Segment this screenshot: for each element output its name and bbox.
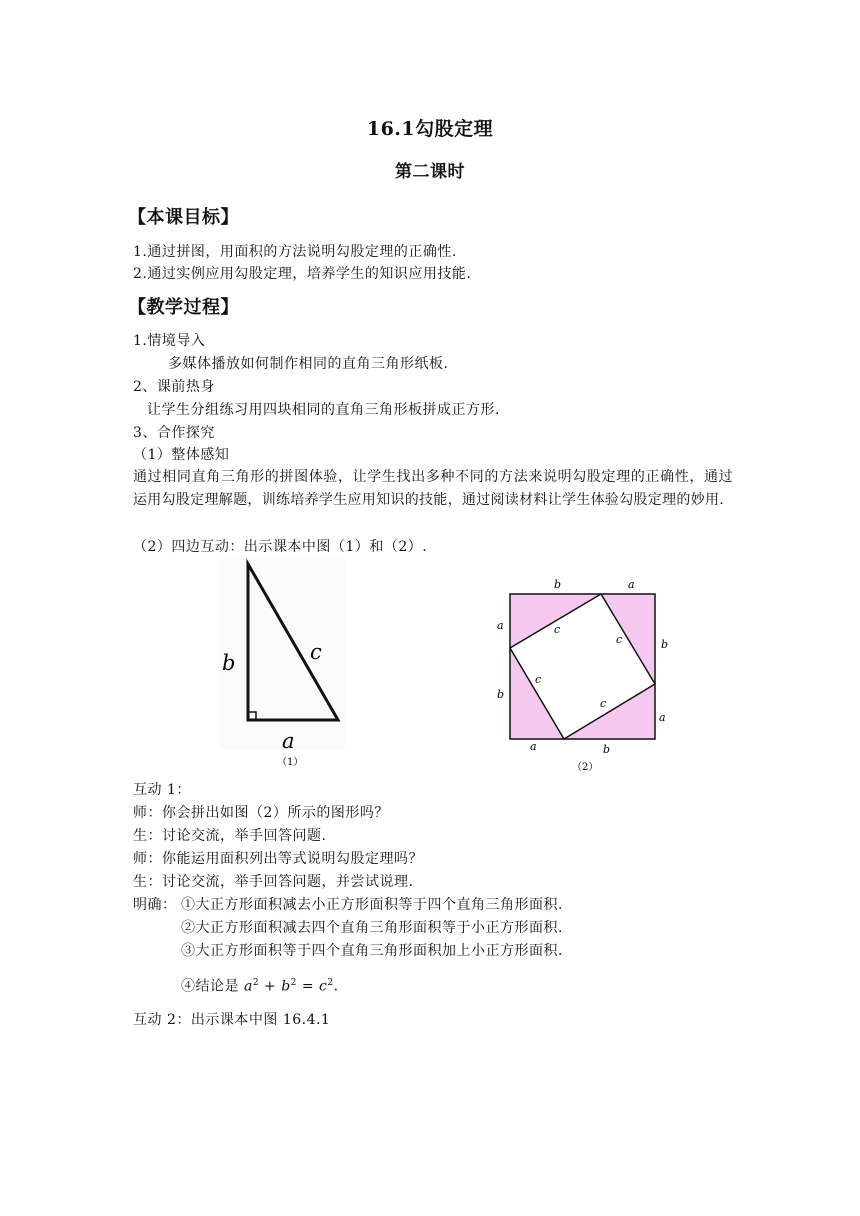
- label-a-top: a: [628, 578, 635, 591]
- section-1-title: 1.情境导入: [133, 333, 206, 349]
- objective-item: 1.通过拼图，用面积的方法说明勾股定理的正确性.: [133, 244, 457, 260]
- objective-item: 2.通过实例应用勾股定理，培养学生的知识应用技能.: [133, 266, 472, 282]
- formula-a: a: [243, 978, 253, 995]
- dialogue-line: 生：讨论交流，举手回答问题，并尝试说理.: [133, 874, 414, 890]
- dialogue-line: 生：讨论交流，举手回答问题.: [133, 828, 327, 844]
- label-a-right: a: [659, 711, 666, 724]
- page-title: 16.1勾股定理: [366, 118, 494, 140]
- formula-exponent: 2: [327, 978, 334, 988]
- label-b-right: b: [661, 638, 669, 651]
- page-subtitle: 第二课时: [395, 162, 465, 182]
- label-b-top: b: [554, 578, 562, 591]
- section-3-subtitle-2: （2）四边互动：出示课本中图（1）和（2）.: [133, 539, 428, 555]
- figure-2-caption: （2）: [572, 762, 599, 773]
- objectives-heading: 【本课目标】: [128, 207, 239, 228]
- label-b-bottom: b: [603, 743, 611, 756]
- interaction-2-text: 互动 2：出示课本中图 16.4.1: [133, 1012, 331, 1028]
- label-c-1: c: [554, 623, 561, 636]
- process-heading: 【教学过程】: [128, 297, 239, 318]
- label-a-left: a: [497, 619, 504, 632]
- conclusion-prefix: ④结论是: [181, 978, 239, 995]
- clarify-point: ②大正方形面积减去四个直角三角形面积等于小正方形面积.: [181, 920, 563, 936]
- figure-1-label-c: c: [310, 640, 322, 664]
- section-3-title: 3、合作探究: [133, 425, 215, 441]
- label-c-3: c: [535, 673, 542, 686]
- figure-1-right-triangle: [220, 558, 345, 773]
- clarify-label: 明确：: [133, 897, 177, 913]
- dialogue-line: 师：你能运用面积列出等式说明勾股定理吗？: [133, 851, 423, 867]
- label-c-2: c: [616, 633, 623, 646]
- figure-1-label-a: a: [282, 729, 295, 753]
- interaction-1-title: 互动 1：: [133, 782, 191, 798]
- figure-1-label-b: b: [222, 651, 236, 675]
- label-a-bottom: a: [530, 740, 537, 753]
- label-b-left: b: [497, 688, 505, 701]
- formula-plus: +: [264, 978, 277, 995]
- label-c-4: c: [600, 697, 607, 710]
- formula-period: .: [333, 978, 339, 995]
- section-3-paragraph: 通过相同直角三角形的拼图体验，让学生找出多种不同的方法来说明勾股定理的正确性，通过运用勾股定理解题，训练培养学生应用知识的技能，通过阅读材料让学生体验勾股定理的妙用.: [133, 469, 733, 508]
- clarify-point: ①大正方形面积减去小正方形面积等于四个直角三角形面积.: [181, 897, 563, 913]
- conclusion-line: [181, 974, 339, 996]
- dialogue-line: 师：你会拼出如图（2）所示的图形吗？: [133, 805, 389, 821]
- formula-c: c: [319, 978, 328, 995]
- formula-exponent: 2: [252, 978, 260, 988]
- formula-b: b: [281, 978, 291, 995]
- section-2-text: 让学生分组练习用四块相同的直角三角形板拼成正方形.: [147, 402, 500, 418]
- figure-2-square-diagram: [488, 572, 678, 778]
- formula-equals: =: [301, 978, 315, 995]
- section-3-subtitle-1: （1）整体感知: [133, 447, 230, 463]
- section-1-text: 多媒体播放如何制作相同的直角三角形纸板.: [168, 356, 449, 372]
- clarify-point: ③大正方形面积等于四个直角三角形面积加上小正方形面积.: [181, 943, 563, 959]
- figure-1-caption: （1）: [277, 757, 304, 768]
- section-2-title: 2、课前热身: [133, 379, 215, 395]
- formula-exponent: 2: [290, 978, 297, 988]
